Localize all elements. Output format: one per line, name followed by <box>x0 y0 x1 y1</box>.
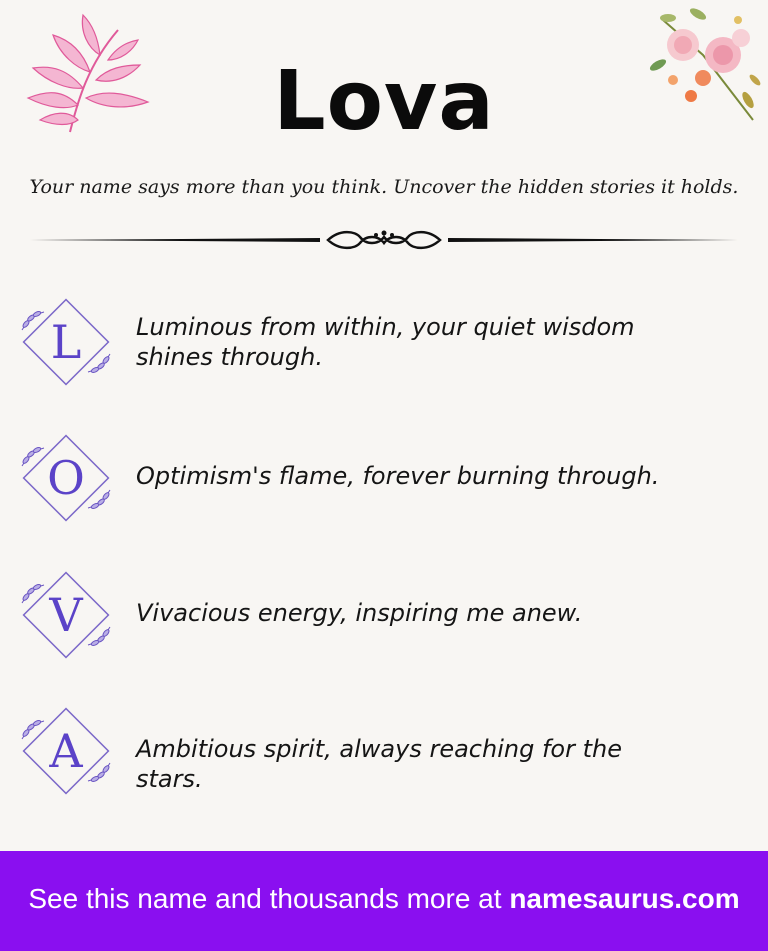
laurel-diamond-frame-icon <box>14 699 118 803</box>
laurel-diamond-frame-icon <box>14 563 118 667</box>
tagline: Your name says more than you think. Uncover the hidden stories it holds. <box>29 176 739 198</box>
acrostic-letter: L <box>50 315 82 369</box>
page-title: Lova <box>273 54 495 149</box>
footer-banner <box>0 851 768 951</box>
acrostic-line: Luminous from within, your quiet wisdom shines through. <box>136 313 635 371</box>
footer-text <box>0 883 768 915</box>
acrostic-letter: A <box>49 724 83 778</box>
acrostic-line: Vivacious energy, inspiring me anew. <box>136 599 583 627</box>
acrostic-letter: O <box>47 451 85 505</box>
laurel-diamond-frame-icon <box>14 426 118 530</box>
footer-prefix: See this name and thousands more at <box>28 883 510 914</box>
acrostic-line: Optimism's flame, forever burning through. <box>136 462 660 490</box>
acrostic-line: Ambitious spirit, always reaching for the stars. <box>136 735 622 793</box>
laurel-diamond-frame-icon <box>14 290 118 394</box>
acrostic-letter: V <box>49 588 83 642</box>
footer-site-link[interactable]: namesaurus.com <box>509 883 740 914</box>
ornamental-divider-icon <box>30 225 738 255</box>
